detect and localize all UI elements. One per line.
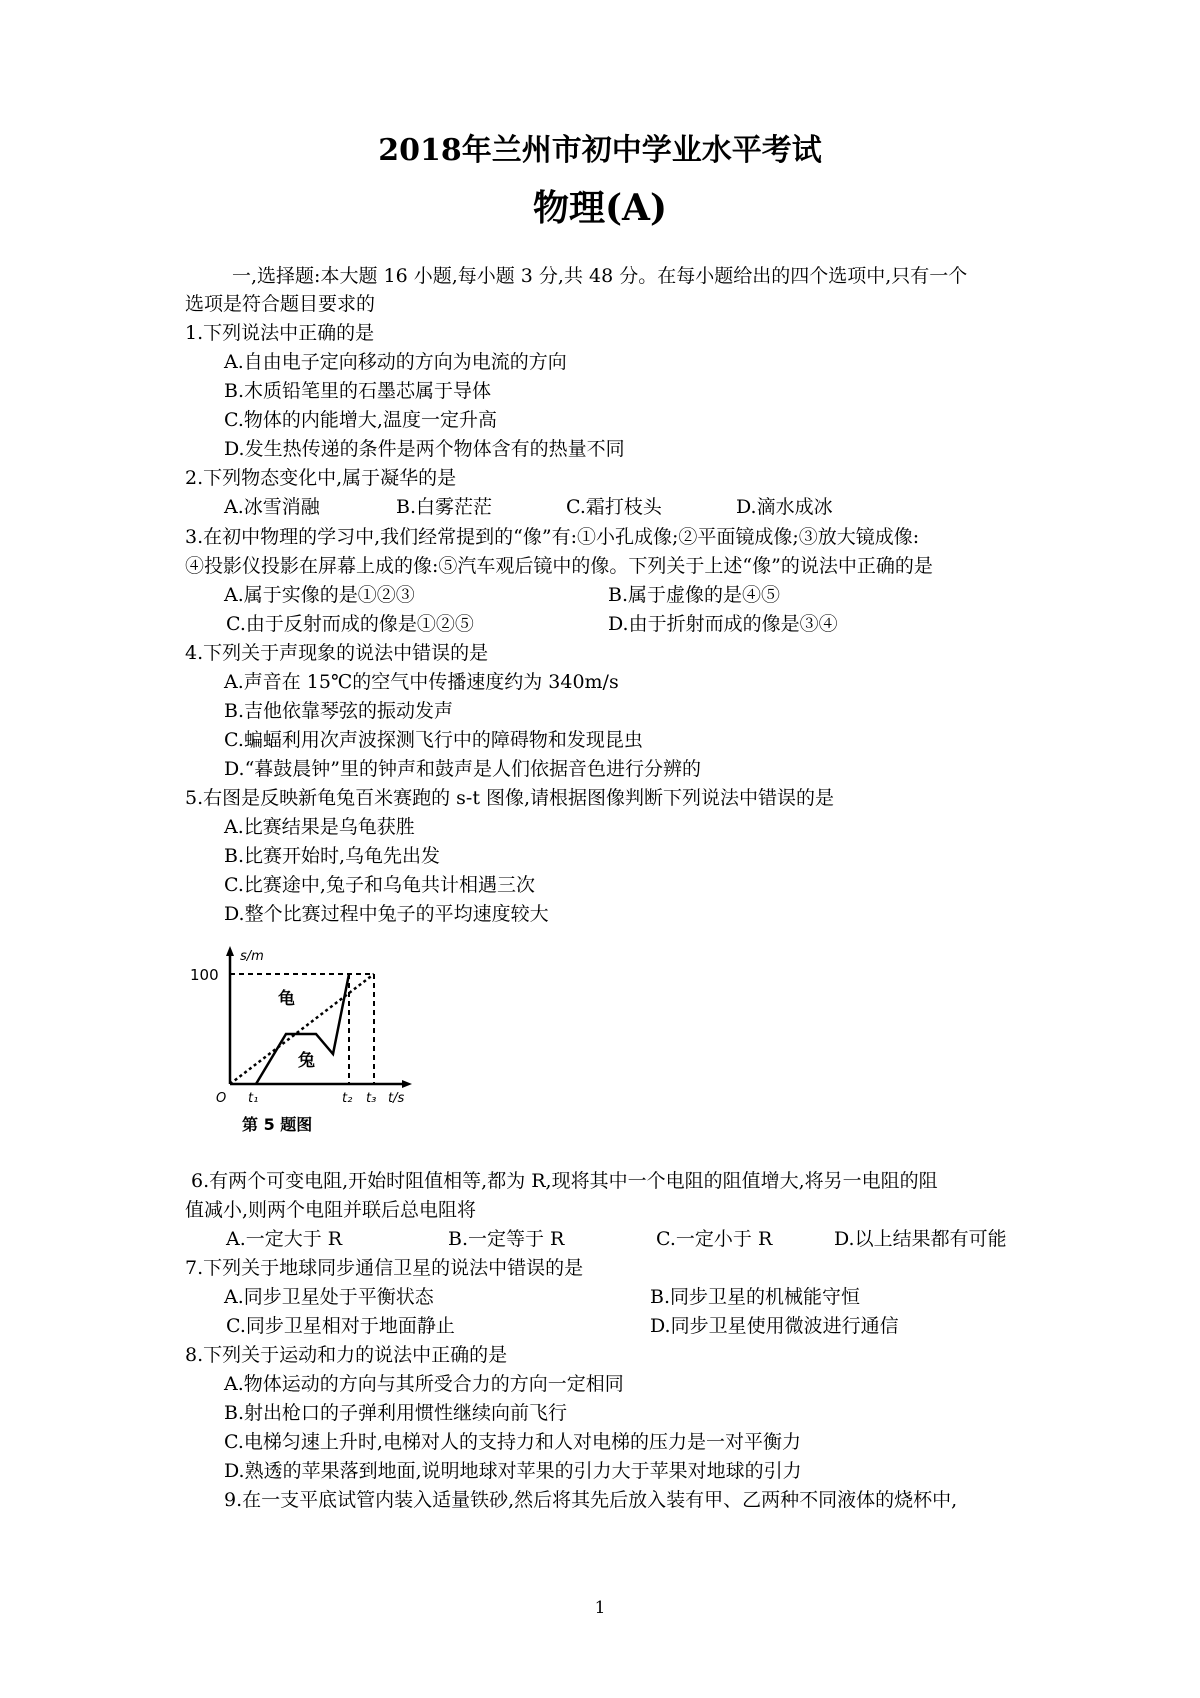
question-7-option-b: B.同步卫星的机械能守恒 [650,1286,861,1308]
question-1-option-c: C.物体的内能增大,温度一定升高 [224,409,497,431]
t2-label: t₂ [342,1091,353,1106]
question-6-option-d: D.以上结果都有可能 [834,1228,1007,1250]
question-4-option-c: C.蝙蝠利用次声波探测飞行中的障碍物和发现昆虫 [224,729,643,751]
question-6-stem-line2: 值减小,则两个电阻并联后总电阻将 [185,1199,477,1221]
question-7-option-d: D.同步卫星使用微波进行通信 [650,1315,899,1337]
question-5-option-c: C.比赛途中,兔子和乌龟共计相遇三次 [224,874,535,896]
question-5-stem: 5.右图是反映新龟兔百米赛跑的 s-t 图像,请根据图像判断下列说法中错误的是 [185,787,835,809]
question-6-option-b: B.一定等于 R [448,1228,565,1250]
y-tick-100: 100 [190,966,219,984]
question-1-option-a: A.自由电子定向移动的方向为电流的方向 [224,351,567,373]
y-axis-arrow [226,946,234,956]
question-3-option-c: C.由于反射而成的像是①②⑤ [226,613,474,635]
question-7-option-a: A.同步卫星处于平衡状态 [224,1286,434,1308]
question-7-option-c: C.同步卫星相对于地面静止 [226,1315,455,1337]
section-intro-line2: 选项是符合题目要求的 [185,293,376,315]
question-1-option-b: B.木质铅笔里的石墨芯属于导体 [224,380,492,402]
rabbit-label: 兔 [298,1051,315,1071]
question-5-option-d: D.整个比赛过程中兔子的平均速度较大 [224,903,549,925]
question-2-option-b: B.白雾茫茫 [396,496,493,518]
turtle-label: 龟 [278,989,295,1009]
t3-label: t₃ [366,1091,377,1106]
x-axis-label: t/s [388,1091,405,1106]
question-6-option-a: A.一定大于 R [226,1228,343,1250]
y-axis-label: s/m [240,949,264,964]
question-4-option-b: B.吉他依靠琴弦的振动发声 [224,700,454,722]
question-6-option-c: C.一定小于 R [656,1228,773,1250]
exam-title: 2018年兰州市初中学业水平考试 [378,133,822,168]
question-2-option-c: C.霜打枝头 [566,496,662,518]
question-8-stem: 8.下列关于运动和力的说法中正确的是 [185,1344,508,1366]
figure-caption: 第 5 题图 [242,1115,313,1134]
exam-subtitle: 物理(A) [533,187,667,229]
question-4-option-a: A.声音在 15℃的空气中传播速度约为 340m/s [224,671,619,693]
question-8-option-d: D.熟透的苹果落到地面,说明地球对苹果的引力大于苹果对地球的引力 [224,1460,802,1482]
question-3-stem-line2: ④投影仪投影在屏幕上成的像:⑤汽车观后镜中的像。下列关于上述“像”的说法中正确的是 [185,555,933,577]
t1-label: t₁ [248,1091,259,1106]
figure-5-st-graph [188,944,428,1144]
question-3-option-a: A.属于实像的是①②③ [224,584,415,606]
section-intro-line1: 一,选择题:本大题 16 小题,每小题 3 分,共 48 分。在每小题给出的四个选项中,只有一个 [232,265,968,287]
question-3-stem-line1: 3.在初中物理的学习中,我们经常提到的“像”有:①小孔成像;②平面镜成像;③放大镜成像: [185,526,920,548]
question-8-option-c: C.电梯匀速上升时,电梯对人的支持力和人对电梯的压力是一对平衡力 [224,1431,801,1453]
x-axis-arrow [402,1080,412,1088]
question-3-option-d: D.由于折射而成的像是③④ [608,613,838,635]
question-4-option-d: D.“暮鼓晨钟”里的钟声和鼓声是人们依据音色进行分辨的 [224,758,702,780]
page-number: 1 [594,1598,606,1618]
question-2-stem: 2.下列物态变化中,属于凝华的是 [185,467,457,489]
question-5-option-a: A.比赛结果是乌龟获胜 [224,816,415,838]
question-2-option-d: D.滴水成冰 [736,496,833,518]
question-9-stem: 9.在一支平底试管内装入适量铁砂,然后将其先后放入装有甲、乙两种不同液体的烧杯中, [224,1489,958,1511]
question-8-option-b: B.射出枪口的子弹利用惯性继续向前飞行 [224,1402,568,1424]
question-8-option-a: A.物体运动的方向与其所受合力的方向一定相同 [224,1373,624,1395]
question-3-option-b: B.属于虚像的是④⑤ [608,584,781,606]
question-5-option-b: B.比赛开始时,乌龟先出发 [224,845,441,867]
question-7-stem: 7.下列关于地球同步通信卫星的说法中错误的是 [185,1257,584,1279]
question-1-stem: 1.下列说法中正确的是 [185,322,375,344]
question-1-option-d: D.发生热传递的条件是两个物体含有的热量不同 [224,438,625,460]
question-6-stem-line1: 6.有两个可变电阻,开始时阻值相等,都为 R,现将其中一个电阻的阻值增大,将另一电阻的阻 [191,1170,938,1192]
origin-label: O [216,1091,227,1106]
question-2-option-a: A.冰雪消融 [224,496,320,518]
question-4-stem: 4.下列关于声现象的说法中错误的是 [185,642,489,664]
